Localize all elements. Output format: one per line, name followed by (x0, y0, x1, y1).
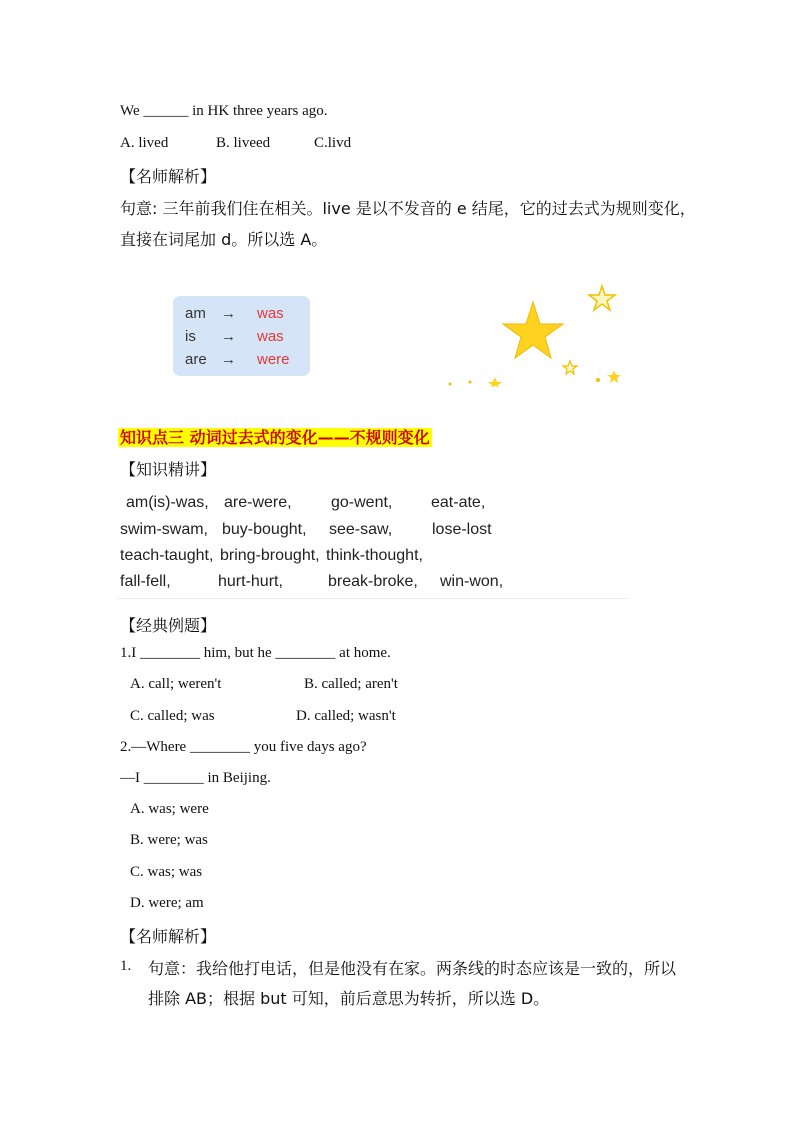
example-1-option-b: B. called; aren't (304, 676, 398, 692)
verb-pair: swim-swam, (120, 521, 208, 538)
verb-pair: eat-ate, (431, 494, 486, 511)
analysis-line-1: 句意: 三年前我们住在相关。live 是以不发音的 e 结尾，它的过去式为规则变化， (120, 199, 696, 218)
section-title-wrap (118, 425, 432, 448)
verb-base: am (185, 305, 206, 322)
example-1-option-a: A. call; weren't (130, 676, 222, 692)
example-1-option-d: D. called; wasn't (296, 708, 396, 724)
example-2-stem: 2.—Where ________ you five days ago? (120, 739, 367, 755)
stars-decoration (430, 282, 640, 387)
verb-pair: hurt-hurt, (218, 573, 283, 590)
option-a: A. lived (120, 135, 169, 151)
dot-icon (449, 383, 452, 386)
verb-pair: teach-taught, (120, 547, 214, 564)
example-2-option-d: D. were; am (130, 895, 204, 911)
verb-pair: am(is)-was, (126, 494, 209, 511)
verb-base: are (185, 351, 207, 368)
analysis-2-number: 1. (120, 958, 132, 974)
verb-row (185, 328, 284, 345)
irregular-verb-list (118, 490, 628, 599)
analysis-line-2: 直接在词尾加 d。所以选 A。 (120, 230, 328, 249)
verb-pair: fall-fell, (120, 573, 171, 590)
dot-icon (596, 378, 600, 382)
verb-past: were (257, 351, 290, 368)
verb-pair: go-went, (331, 494, 393, 511)
dot-icon (469, 381, 472, 384)
arrow-right-icon: → (221, 305, 236, 322)
option-c: C.livd (314, 135, 352, 151)
verb-past: was (257, 328, 284, 345)
verb-past: was (257, 305, 284, 322)
example-1-option-c: C. called; was (130, 708, 215, 724)
verb-pair: win-won, (440, 573, 504, 590)
verb-pair: see-saw, (329, 521, 393, 538)
arrow-right-icon: → (221, 328, 236, 345)
star-outline-icon (563, 361, 577, 374)
verb-base: is (185, 328, 196, 345)
verb-pair: are-were, (224, 494, 292, 511)
verb-pair: think-thought, (326, 547, 423, 564)
star-icon (488, 377, 502, 387)
knowledge-tag: 【知识精讲】 (120, 460, 217, 479)
question-sentence: We ______ in HK three years ago. (120, 103, 328, 119)
arrow-right-icon: → (221, 351, 236, 368)
verb-row (185, 305, 284, 322)
analysis-2-line-1: 句意：我给他打电话，但是他没有在家。两条线的时态应该是一致的，所以 (148, 959, 677, 978)
star-icon (607, 370, 621, 383)
examples-tag: 【经典例题】 (120, 616, 217, 635)
example-1-stem: 1.I ________ him, but he ________ at home. (120, 645, 391, 661)
star-outline-icon (589, 286, 615, 310)
example-2-option-c: C. was; was (130, 864, 203, 880)
verb-row (185, 351, 290, 368)
verb-pair: buy-bought, (222, 521, 307, 538)
example-2-stem-2: —I ________ in Beijing. (120, 770, 271, 786)
analysis-2-line-2: 排除 AB；根据 but 可知，前后意思为转折，所以选 D。 (148, 989, 550, 1008)
verb-pair: lose-lost (432, 521, 492, 538)
analysis-tag: 【名师解析】 (120, 167, 217, 186)
analysis-2-tag: 【名师解析】 (120, 927, 217, 946)
example-2-option-a: A. was; were (130, 801, 209, 817)
example-2-option-b: B. were; was (130, 832, 208, 848)
option-b: B. liveed (216, 135, 271, 151)
be-verb-table (173, 296, 310, 376)
section-title: 知识点三 动词过去式的变化——不规则变化 (120, 428, 430, 447)
star-icon (503, 302, 563, 358)
verb-pair: bring-brought, (220, 547, 320, 564)
verb-pair: break-broke, (328, 573, 418, 590)
